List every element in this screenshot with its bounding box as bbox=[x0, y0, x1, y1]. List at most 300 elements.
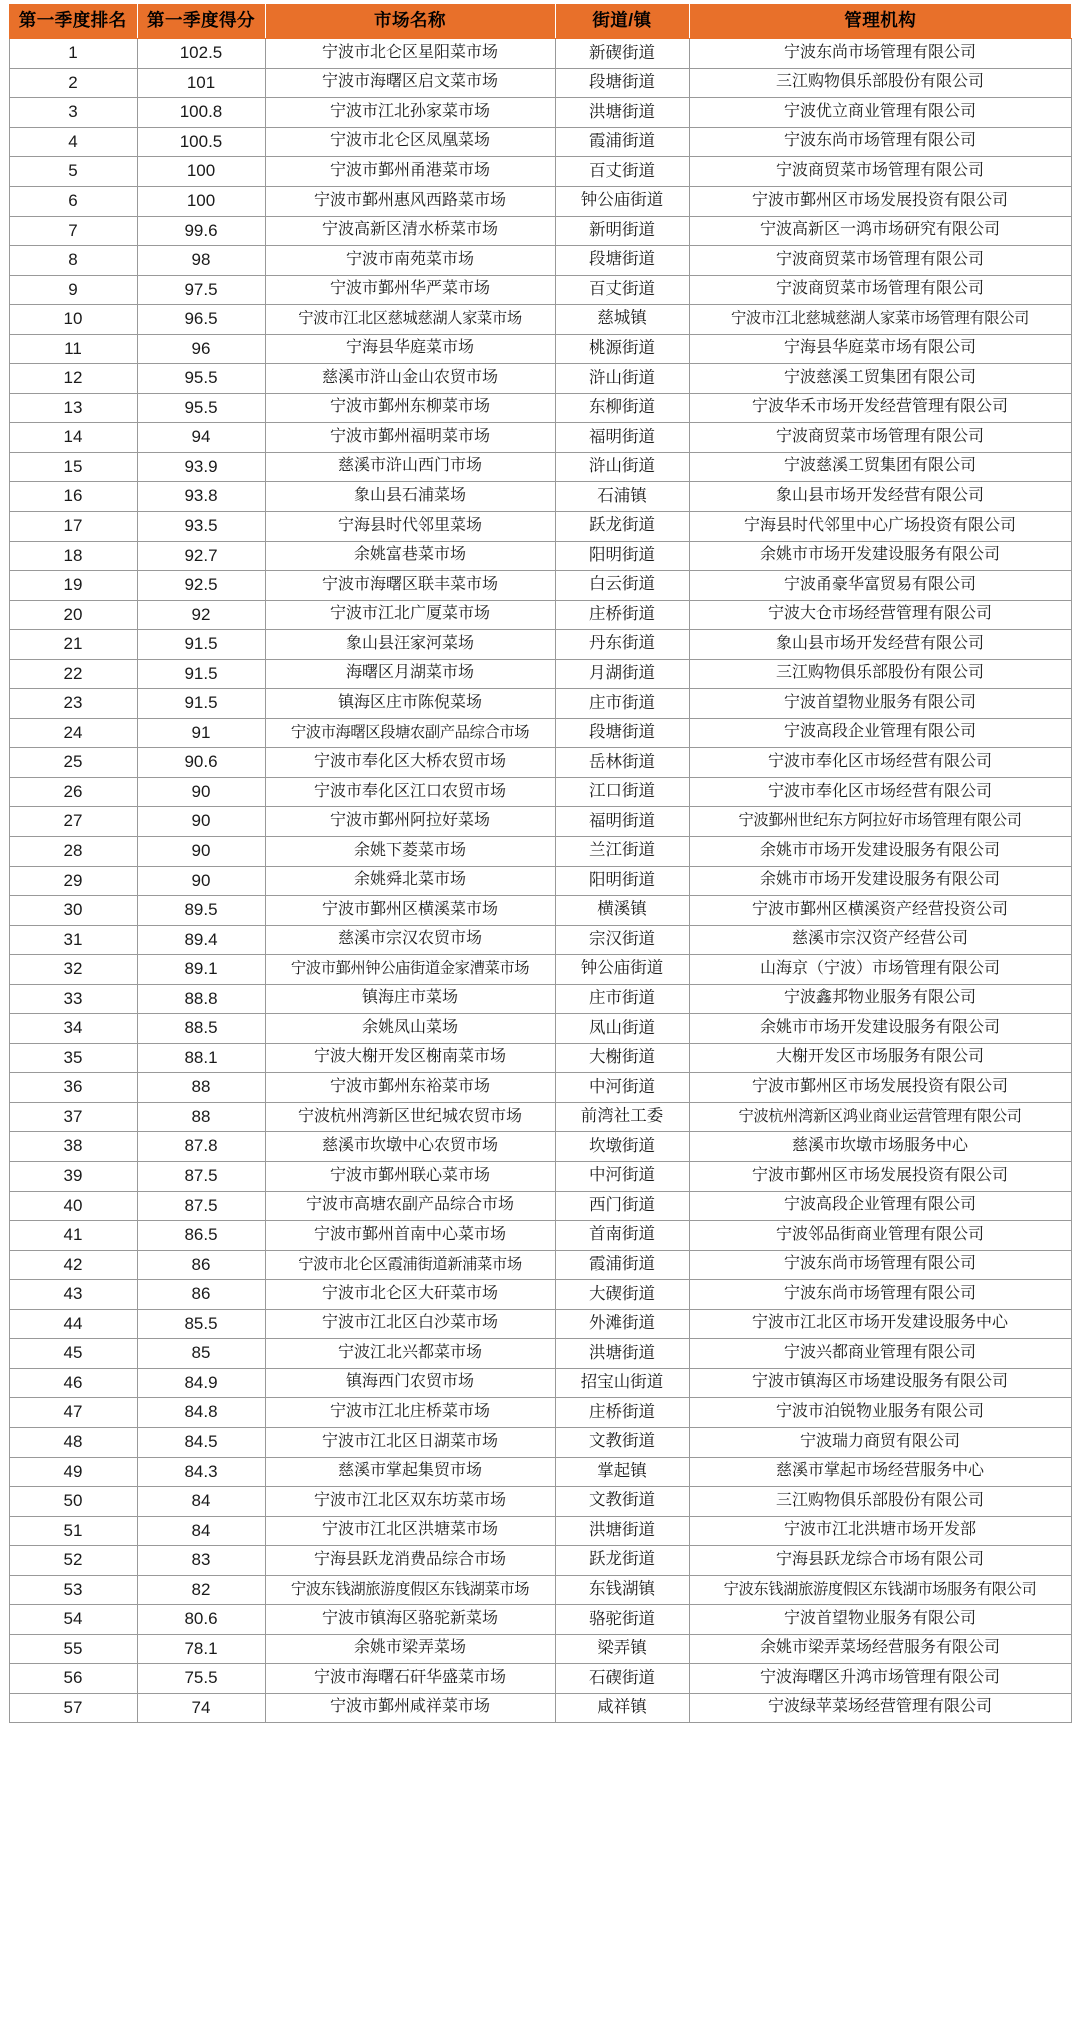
cell-organization: 宁海县时代邻里中心广场投资有限公司 bbox=[689, 512, 1071, 542]
cell-market-name: 宁波市江北孙家菜市场 bbox=[265, 98, 555, 128]
cell-street: 梁弄镇 bbox=[555, 1634, 689, 1664]
table-row bbox=[9, 127, 1071, 157]
cell-street: 阳明街道 bbox=[555, 541, 689, 571]
cell-market-name: 宁波市高塘农副产品综合市场 bbox=[265, 1191, 555, 1221]
cell-market-name: 余姚舜北菜市场 bbox=[265, 866, 555, 896]
cell-market-name: 宁波市南苑菜市场 bbox=[265, 246, 555, 276]
cell-street: 洪塘街道 bbox=[555, 98, 689, 128]
cell-market-name: 慈溪市浒山西门市场 bbox=[265, 452, 555, 482]
cell-score: 80.6 bbox=[137, 1605, 265, 1635]
cell-market-name: 宁波市鄞州钟公庙街道金家漕菜市场 bbox=[265, 955, 555, 985]
cell-street: 庄市街道 bbox=[555, 984, 689, 1014]
column-header-rank[interactable]: 第一季度排名 bbox=[9, 4, 137, 39]
cell-organization: 宁波邻品街商业管理有限公司 bbox=[689, 1221, 1071, 1251]
table-row bbox=[9, 1280, 1071, 1310]
cell-market-name: 宁波市镇海区骆驼新菜场 bbox=[265, 1605, 555, 1635]
cell-score: 100 bbox=[137, 157, 265, 187]
table-row bbox=[9, 1516, 1071, 1546]
cell-street: 石碶街道 bbox=[555, 1664, 689, 1694]
cell-market-name: 宁波市海曙区段塘农副产品综合市场 bbox=[265, 718, 555, 748]
table-row bbox=[9, 39, 1071, 69]
cell-rank: 54 bbox=[9, 1605, 137, 1635]
cell-market-name: 宁波大榭开发区榭南菜市场 bbox=[265, 1043, 555, 1073]
cell-street: 中河街道 bbox=[555, 1162, 689, 1192]
cell-organization: 宁波鑫邦物业服务有限公司 bbox=[689, 984, 1071, 1014]
cell-score: 85.5 bbox=[137, 1309, 265, 1339]
cell-street: 洪塘街道 bbox=[555, 1339, 689, 1369]
table-row bbox=[9, 186, 1071, 216]
cell-market-name: 宁波市鄞州首南中心菜市场 bbox=[265, 1221, 555, 1251]
cell-score: 93.9 bbox=[137, 452, 265, 482]
table-row bbox=[9, 955, 1071, 985]
cell-organization: 宁波慈溪工贸集团有限公司 bbox=[689, 452, 1071, 482]
cell-score: 92.5 bbox=[137, 571, 265, 601]
cell-organization: 慈溪市坎墩市场服务中心 bbox=[689, 1132, 1071, 1162]
cell-rank: 53 bbox=[9, 1575, 137, 1605]
cell-rank: 43 bbox=[9, 1280, 137, 1310]
cell-rank: 8 bbox=[9, 246, 137, 276]
cell-score: 95.5 bbox=[137, 393, 265, 423]
cell-market-name: 宁波市江北区日湖菜市场 bbox=[265, 1427, 555, 1457]
table-row bbox=[9, 659, 1071, 689]
cell-market-name: 宁波市北仑区大矸菜市场 bbox=[265, 1280, 555, 1310]
cell-score: 100.5 bbox=[137, 127, 265, 157]
cell-organization: 象山县市场开发经营有限公司 bbox=[689, 482, 1071, 512]
cell-rank: 21 bbox=[9, 630, 137, 660]
cell-market-name: 宁波市海曙石矸华盛菜市场 bbox=[265, 1664, 555, 1694]
cell-rank: 50 bbox=[9, 1487, 137, 1517]
cell-score: 88 bbox=[137, 1102, 265, 1132]
cell-score: 92.7 bbox=[137, 541, 265, 571]
table-body bbox=[9, 39, 1071, 1723]
cell-organization: 宁波高段企业管理有限公司 bbox=[689, 1191, 1071, 1221]
cell-rank: 5 bbox=[9, 157, 137, 187]
cell-organization: 宁波东尚市场管理有限公司 bbox=[689, 1250, 1071, 1280]
cell-rank: 16 bbox=[9, 482, 137, 512]
cell-market-name: 慈溪市坎墩中心农贸市场 bbox=[265, 1132, 555, 1162]
cell-street: 咸祥镇 bbox=[555, 1693, 689, 1723]
cell-rank: 56 bbox=[9, 1664, 137, 1694]
table-row bbox=[9, 364, 1071, 394]
cell-street: 钟公庙街道 bbox=[555, 955, 689, 985]
table-row bbox=[9, 216, 1071, 246]
cell-rank: 45 bbox=[9, 1339, 137, 1369]
cell-organization: 宁波东尚市场管理有限公司 bbox=[689, 39, 1071, 69]
cell-score: 96.5 bbox=[137, 305, 265, 335]
table-row bbox=[9, 452, 1071, 482]
cell-organization: 宁波高段企业管理有限公司 bbox=[689, 718, 1071, 748]
cell-street: 霞浦街道 bbox=[555, 1250, 689, 1280]
cell-street: 跃龙街道 bbox=[555, 1546, 689, 1576]
cell-street: 西门街道 bbox=[555, 1191, 689, 1221]
cell-rank: 51 bbox=[9, 1516, 137, 1546]
column-header-score[interactable]: 第一季度得分 bbox=[137, 4, 265, 39]
cell-street: 招宝山街道 bbox=[555, 1368, 689, 1398]
cell-rank: 29 bbox=[9, 866, 137, 896]
table-row bbox=[9, 807, 1071, 837]
cell-rank: 36 bbox=[9, 1073, 137, 1103]
cell-street: 百丈街道 bbox=[555, 157, 689, 187]
cell-market-name: 宁波市江北区洪塘菜市场 bbox=[265, 1516, 555, 1546]
table-row bbox=[9, 1250, 1071, 1280]
cell-score: 96 bbox=[137, 334, 265, 364]
cell-score: 84.3 bbox=[137, 1457, 265, 1487]
cell-score: 82 bbox=[137, 1575, 265, 1605]
cell-rank: 22 bbox=[9, 659, 137, 689]
table-row bbox=[9, 1191, 1071, 1221]
cell-organization: 宁波慈溪工贸集团有限公司 bbox=[689, 364, 1071, 394]
cell-market-name: 宁波市鄞州福明菜市场 bbox=[265, 423, 555, 453]
cell-score: 88.8 bbox=[137, 984, 265, 1014]
table-row bbox=[9, 157, 1071, 187]
cell-market-name: 宁波东钱湖旅游度假区东钱湖菜市场 bbox=[265, 1575, 555, 1605]
cell-rank: 1 bbox=[9, 39, 137, 69]
table-row bbox=[9, 1339, 1071, 1369]
table-row bbox=[9, 925, 1071, 955]
cell-street: 江口街道 bbox=[555, 777, 689, 807]
cell-organization: 宁波大仓市场经营管理有限公司 bbox=[689, 600, 1071, 630]
cell-score: 86 bbox=[137, 1250, 265, 1280]
cell-market-name: 象山县汪家河菜场 bbox=[265, 630, 555, 660]
cell-street: 文教街道 bbox=[555, 1487, 689, 1517]
cell-organization: 宁波市泊锐物业服务有限公司 bbox=[689, 1398, 1071, 1428]
cell-rank: 28 bbox=[9, 837, 137, 867]
cell-street: 段塘街道 bbox=[555, 246, 689, 276]
cell-street: 中河街道 bbox=[555, 1073, 689, 1103]
cell-organization: 宁波兴都商业管理有限公司 bbox=[689, 1339, 1071, 1369]
cell-organization: 宁波鄞州世纪东方阿拉好市场管理有限公司 bbox=[689, 807, 1071, 837]
cell-rank: 39 bbox=[9, 1162, 137, 1192]
cell-organization: 宁波华禾市场开发经营管理有限公司 bbox=[689, 393, 1071, 423]
cell-rank: 49 bbox=[9, 1457, 137, 1487]
cell-street: 丹东街道 bbox=[555, 630, 689, 660]
cell-street: 东柳街道 bbox=[555, 393, 689, 423]
cell-score: 92 bbox=[137, 600, 265, 630]
column-header-market[interactable]: 市场名称 bbox=[265, 4, 555, 39]
cell-street: 坎墩街道 bbox=[555, 1132, 689, 1162]
table-header bbox=[9, 4, 1071, 39]
cell-street: 新明街道 bbox=[555, 216, 689, 246]
cell-street: 大碶街道 bbox=[555, 1280, 689, 1310]
cell-score: 88.1 bbox=[137, 1043, 265, 1073]
table-row bbox=[9, 1605, 1071, 1635]
table-row bbox=[9, 689, 1071, 719]
table-row bbox=[9, 1309, 1071, 1339]
cell-rank: 37 bbox=[9, 1102, 137, 1132]
cell-score: 100 bbox=[137, 186, 265, 216]
cell-rank: 32 bbox=[9, 955, 137, 985]
cell-score: 88.5 bbox=[137, 1014, 265, 1044]
table-row bbox=[9, 777, 1071, 807]
cell-street: 新碶街道 bbox=[555, 39, 689, 69]
cell-market-name: 宁波市鄞州咸祥菜市场 bbox=[265, 1693, 555, 1723]
cell-rank: 44 bbox=[9, 1309, 137, 1339]
cell-market-name: 宁波市江北区慈城慈湖人家菜市场 bbox=[265, 305, 555, 335]
table-row bbox=[9, 1073, 1071, 1103]
cell-rank: 57 bbox=[9, 1693, 137, 1723]
cell-rank: 55 bbox=[9, 1634, 137, 1664]
cell-organization: 宁波优立商业管理有限公司 bbox=[689, 98, 1071, 128]
cell-market-name: 海曙区月湖菜市场 bbox=[265, 659, 555, 689]
cell-score: 90 bbox=[137, 777, 265, 807]
cell-score: 91.5 bbox=[137, 630, 265, 660]
cell-organization: 宁波市江北区市场开发建设服务中心 bbox=[689, 1309, 1071, 1339]
cell-organization: 余姚市市场开发建设服务有限公司 bbox=[689, 866, 1071, 896]
cell-organization: 宁波市鄞州区市场发展投资有限公司 bbox=[689, 1162, 1071, 1192]
cell-score: 90 bbox=[137, 807, 265, 837]
cell-street: 月湖街道 bbox=[555, 659, 689, 689]
cell-organization: 宁海县跃龙综合市场有限公司 bbox=[689, 1546, 1071, 1576]
cell-rank: 34 bbox=[9, 1014, 137, 1044]
table-row bbox=[9, 1132, 1071, 1162]
cell-organization: 宁波市奉化区市场经营有限公司 bbox=[689, 777, 1071, 807]
table-row bbox=[9, 866, 1071, 896]
cell-street: 慈城镇 bbox=[555, 305, 689, 335]
cell-score: 83 bbox=[137, 1546, 265, 1576]
table-row bbox=[9, 246, 1071, 276]
cell-organization: 宁波市鄞州区横溪资产经营投资公司 bbox=[689, 896, 1071, 926]
cell-market-name: 余姚下菱菜市场 bbox=[265, 837, 555, 867]
cell-street: 大榭街道 bbox=[555, 1043, 689, 1073]
cell-street: 骆驼街道 bbox=[555, 1605, 689, 1635]
cell-rank: 15 bbox=[9, 452, 137, 482]
cell-rank: 25 bbox=[9, 748, 137, 778]
cell-market-name: 宁波市鄞州东裕菜市场 bbox=[265, 1073, 555, 1103]
cell-organization: 宁波市江北洪塘市场开发部 bbox=[689, 1516, 1071, 1546]
cell-organization: 余姚市市场开发建设服务有限公司 bbox=[689, 541, 1071, 571]
cell-market-name: 宁波市海曙区联丰菜市场 bbox=[265, 571, 555, 601]
cell-street: 外滩街道 bbox=[555, 1309, 689, 1339]
cell-rank: 46 bbox=[9, 1368, 137, 1398]
cell-rank: 41 bbox=[9, 1221, 137, 1251]
cell-market-name: 宁波杭州湾新区世纪城农贸市场 bbox=[265, 1102, 555, 1132]
table-row bbox=[9, 305, 1071, 335]
column-header-street[interactable]: 街道/镇 bbox=[555, 4, 689, 39]
cell-rank: 11 bbox=[9, 334, 137, 364]
cell-score: 97.5 bbox=[137, 275, 265, 305]
cell-rank: 52 bbox=[9, 1546, 137, 1576]
table-row bbox=[9, 1634, 1071, 1664]
cell-score: 86 bbox=[137, 1280, 265, 1310]
cell-score: 89.5 bbox=[137, 896, 265, 926]
cell-rank: 13 bbox=[9, 393, 137, 423]
cell-market-name: 宁波市北仑区凤凰菜场 bbox=[265, 127, 555, 157]
cell-score: 93.5 bbox=[137, 512, 265, 542]
cell-organization: 余姚市市场开发建设服务有限公司 bbox=[689, 1014, 1071, 1044]
cell-rank: 40 bbox=[9, 1191, 137, 1221]
table-row bbox=[9, 600, 1071, 630]
cell-street: 福明街道 bbox=[555, 807, 689, 837]
cell-score: 100.8 bbox=[137, 98, 265, 128]
cell-rank: 48 bbox=[9, 1427, 137, 1457]
cell-market-name: 宁波市鄞州联心菜市场 bbox=[265, 1162, 555, 1192]
cell-score: 87.5 bbox=[137, 1162, 265, 1192]
cell-rank: 7 bbox=[9, 216, 137, 246]
cell-market-name: 宁波市江北区白沙菜市场 bbox=[265, 1309, 555, 1339]
cell-street: 霞浦街道 bbox=[555, 127, 689, 157]
cell-score: 84.5 bbox=[137, 1427, 265, 1457]
cell-market-name: 余姚市梁弄菜场 bbox=[265, 1634, 555, 1664]
cell-organization: 宁波绿苹菜场经营管理有限公司 bbox=[689, 1693, 1071, 1723]
cell-organization: 宁波商贸菜市场管理有限公司 bbox=[689, 275, 1071, 305]
cell-organization: 宁波首望物业服务有限公司 bbox=[689, 689, 1071, 719]
cell-rank: 20 bbox=[9, 600, 137, 630]
cell-organization: 宁波商贸菜市场管理有限公司 bbox=[689, 157, 1071, 187]
cell-score: 91.5 bbox=[137, 659, 265, 689]
cell-score: 88 bbox=[137, 1073, 265, 1103]
cell-score: 84.9 bbox=[137, 1368, 265, 1398]
cell-score: 90 bbox=[137, 837, 265, 867]
cell-organization: 宁波东钱湖旅游度假区东钱湖市场服务有限公司 bbox=[689, 1575, 1071, 1605]
cell-market-name: 慈溪市掌起集贸市场 bbox=[265, 1457, 555, 1487]
cell-organization: 三江购物俱乐部股份有限公司 bbox=[689, 1487, 1071, 1517]
cell-market-name: 慈溪市宗汉农贸市场 bbox=[265, 925, 555, 955]
cell-market-name: 宁波市奉化区江口农贸市场 bbox=[265, 777, 555, 807]
cell-rank: 6 bbox=[9, 186, 137, 216]
cell-organization: 宁波杭州湾新区鸿业商业运营管理有限公司 bbox=[689, 1102, 1071, 1132]
cell-score: 84.8 bbox=[137, 1398, 265, 1428]
cell-rank: 35 bbox=[9, 1043, 137, 1073]
cell-organization: 三江购物俱乐部股份有限公司 bbox=[689, 68, 1071, 98]
cell-rank: 12 bbox=[9, 364, 137, 394]
table-row bbox=[9, 1575, 1071, 1605]
table-row bbox=[9, 393, 1071, 423]
cell-organization: 慈溪市宗汉资产经营公司 bbox=[689, 925, 1071, 955]
cell-street: 桃源街道 bbox=[555, 334, 689, 364]
cell-organization: 宁波商贸菜市场管理有限公司 bbox=[689, 423, 1071, 453]
cell-score: 86.5 bbox=[137, 1221, 265, 1251]
cell-rank: 10 bbox=[9, 305, 137, 335]
cell-score: 101 bbox=[137, 68, 265, 98]
cell-market-name: 余姚凤山菜场 bbox=[265, 1014, 555, 1044]
cell-market-name: 宁海县华庭菜市场 bbox=[265, 334, 555, 364]
cell-market-name: 宁波市北仑区星阳菜市场 bbox=[265, 39, 555, 69]
cell-organization: 三江购物俱乐部股份有限公司 bbox=[689, 659, 1071, 689]
cell-street: 东钱湖镇 bbox=[555, 1575, 689, 1605]
cell-market-name: 宁波市鄞州东柳菜市场 bbox=[265, 393, 555, 423]
table-row bbox=[9, 275, 1071, 305]
cell-street: 凤山街道 bbox=[555, 1014, 689, 1044]
cell-market-name: 余姚富巷菜市场 bbox=[265, 541, 555, 571]
table-row bbox=[9, 482, 1071, 512]
cell-organization: 宁波东尚市场管理有限公司 bbox=[689, 127, 1071, 157]
cell-organization: 慈溪市掌起市场经营服务中心 bbox=[689, 1457, 1071, 1487]
cell-street: 百丈街道 bbox=[555, 275, 689, 305]
cell-score: 75.5 bbox=[137, 1664, 265, 1694]
cell-street: 段塘街道 bbox=[555, 718, 689, 748]
cell-street: 掌起镇 bbox=[555, 1457, 689, 1487]
cell-organization: 宁波市江北慈城慈湖人家菜市场管理有限公司 bbox=[689, 305, 1071, 335]
table-row bbox=[9, 1457, 1071, 1487]
cell-organization: 宁波海曙区升鸿市场管理有限公司 bbox=[689, 1664, 1071, 1694]
cell-rank: 18 bbox=[9, 541, 137, 571]
table-row bbox=[9, 334, 1071, 364]
cell-rank: 9 bbox=[9, 275, 137, 305]
cell-street: 庄桥街道 bbox=[555, 600, 689, 630]
cell-organization: 宁波市鄞州区市场发展投资有限公司 bbox=[689, 186, 1071, 216]
cell-organization: 山海京（宁波）市场管理有限公司 bbox=[689, 955, 1071, 985]
cell-market-name: 宁波市鄞州区横溪菜市场 bbox=[265, 896, 555, 926]
cell-market-name: 宁波市鄞州甬港菜市场 bbox=[265, 157, 555, 187]
table-row bbox=[9, 984, 1071, 1014]
cell-market-name: 宁海县跃龙消费品综合市场 bbox=[265, 1546, 555, 1576]
cell-score: 99.6 bbox=[137, 216, 265, 246]
cell-organization: 宁波东尚市场管理有限公司 bbox=[689, 1280, 1071, 1310]
cell-street: 浒山街道 bbox=[555, 452, 689, 482]
cell-street: 岳林街道 bbox=[555, 748, 689, 778]
cell-street: 白云街道 bbox=[555, 571, 689, 601]
cell-rank: 27 bbox=[9, 807, 137, 837]
cell-organization: 宁波市鄞州区市场发展投资有限公司 bbox=[689, 1073, 1071, 1103]
table-row bbox=[9, 896, 1071, 926]
cell-rank: 19 bbox=[9, 571, 137, 601]
cell-market-name: 宁波市北仑区霞浦街道新浦菜市场 bbox=[265, 1250, 555, 1280]
table-row bbox=[9, 1546, 1071, 1576]
cell-street: 庄市街道 bbox=[555, 689, 689, 719]
cell-street: 钟公庙街道 bbox=[555, 186, 689, 216]
cell-street: 福明街道 bbox=[555, 423, 689, 453]
cell-street: 阳明街道 bbox=[555, 866, 689, 896]
cell-organization: 余姚市梁弄菜场经营服务有限公司 bbox=[689, 1634, 1071, 1664]
cell-rank: 2 bbox=[9, 68, 137, 98]
table-row bbox=[9, 1102, 1071, 1132]
table-row bbox=[9, 1427, 1071, 1457]
table-row bbox=[9, 68, 1071, 98]
cell-market-name: 镇海庄市菜场 bbox=[265, 984, 555, 1014]
cell-rank: 4 bbox=[9, 127, 137, 157]
cell-street: 石浦镇 bbox=[555, 482, 689, 512]
cell-market-name: 镇海区庄市陈倪菜场 bbox=[265, 689, 555, 719]
cell-street: 洪塘街道 bbox=[555, 1516, 689, 1546]
cell-score: 85 bbox=[137, 1339, 265, 1369]
cell-rank: 17 bbox=[9, 512, 137, 542]
cell-market-name: 宁海县时代邻里菜场 bbox=[265, 512, 555, 542]
cell-rank: 30 bbox=[9, 896, 137, 926]
cell-street: 横溪镇 bbox=[555, 896, 689, 926]
cell-organization: 余姚市市场开发建设服务有限公司 bbox=[689, 837, 1071, 867]
cell-street: 浒山街道 bbox=[555, 364, 689, 394]
cell-rank: 14 bbox=[9, 423, 137, 453]
table-row bbox=[9, 1368, 1071, 1398]
cell-street: 文教街道 bbox=[555, 1427, 689, 1457]
cell-organization: 宁海县华庭菜市场有限公司 bbox=[689, 334, 1071, 364]
cell-score: 90.6 bbox=[137, 748, 265, 778]
cell-score: 102.5 bbox=[137, 39, 265, 69]
cell-score: 87.5 bbox=[137, 1191, 265, 1221]
header-row bbox=[9, 4, 1071, 39]
cell-market-name: 宁波市江北庄桥菜市场 bbox=[265, 1398, 555, 1428]
cell-organization: 宁波首望物业服务有限公司 bbox=[689, 1605, 1071, 1635]
table-row bbox=[9, 98, 1071, 128]
cell-organization: 宁波商贸菜市场管理有限公司 bbox=[689, 246, 1071, 276]
table-row bbox=[9, 541, 1071, 571]
cell-rank: 38 bbox=[9, 1132, 137, 1162]
cell-market-name: 宁波市鄞州阿拉好菜场 bbox=[265, 807, 555, 837]
table-row bbox=[9, 1693, 1071, 1723]
cell-rank: 26 bbox=[9, 777, 137, 807]
table-row bbox=[9, 1664, 1071, 1694]
table-row bbox=[9, 1487, 1071, 1517]
cell-rank: 47 bbox=[9, 1398, 137, 1428]
cell-market-name: 宁波市江北广厦菜市场 bbox=[265, 600, 555, 630]
cell-score: 84 bbox=[137, 1516, 265, 1546]
cell-street: 庄桥街道 bbox=[555, 1398, 689, 1428]
cell-organization: 宁波甬豪华富贸易有限公司 bbox=[689, 571, 1071, 601]
cell-score: 84 bbox=[137, 1487, 265, 1517]
cell-score: 93.8 bbox=[137, 482, 265, 512]
cell-score: 95.5 bbox=[137, 364, 265, 394]
column-header-org[interactable]: 管理机构 bbox=[689, 4, 1071, 39]
